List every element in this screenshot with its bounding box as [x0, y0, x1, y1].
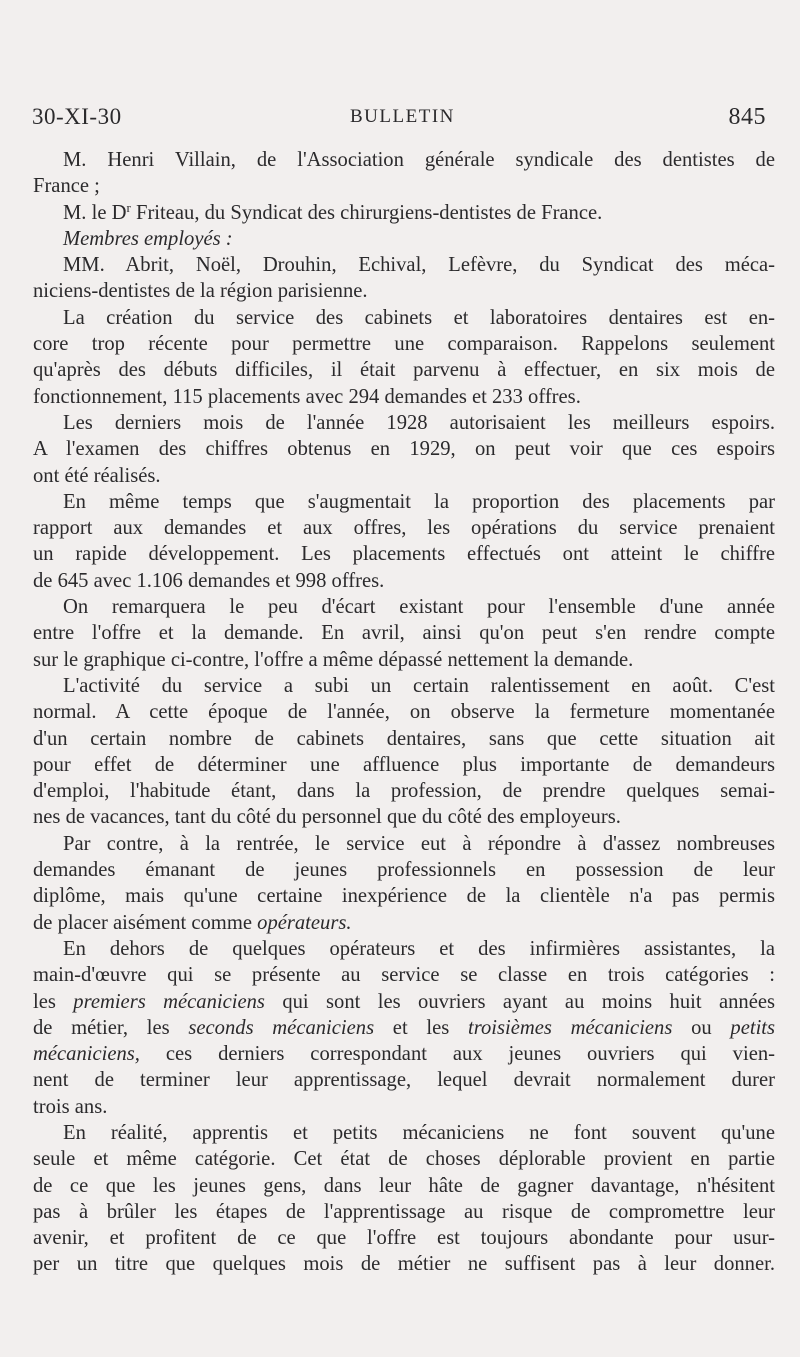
text-line — [33, 1041, 775, 1067]
superscript: r — [126, 199, 131, 215]
text-line: d'un certain nombre de cabinets dentaires, sans que cette situation ait — [33, 727, 775, 750]
text-line: core trop récente pour permettre une comparaison. Rappelons seulement — [33, 333, 775, 356]
text-line — [33, 200, 775, 226]
text-line: Les derniers mois de l'année 1928 autorisaient les meilleurs espoirs. — [63, 411, 775, 434]
text-line: M. Henri Villain, de l'Association générale syndicale des dentistes de — [63, 149, 775, 171]
text-fragment: ou — [672, 1016, 731, 1039]
text-fragment: Friteau, du Syndicat des chirurgiens-dentistes de France. — [130, 201, 603, 224]
italic-term: troisièmes mécaniciens — [467, 1016, 673, 1039]
paragraph — [33, 489, 775, 594]
text-line: qu'après des débuts difficiles, il était parvenu à effectuer, en six mois de — [33, 359, 775, 382]
text-line: nes de vacances, tant du côté du personnel que du côté des employeurs. — [33, 806, 621, 829]
text-line: Par contre, à la rentrée, le service eut à répondre à d'assez nombreuses — [63, 832, 775, 855]
header-date: 30-XI-30 — [32, 104, 122, 129]
paragraph — [33, 410, 775, 489]
text-line: pas à brûler les étapes de l'apprentissage au risque de compromettre leur — [33, 1200, 775, 1223]
body-text — [33, 147, 775, 1278]
text-line: La création du service des cabinets et laboratoires dentaires est en- — [63, 306, 775, 329]
text-line: trois ans. — [33, 1095, 108, 1118]
text-line: per un titre que quelques mois de métier ne suffisent pas à leur donner. — [33, 1253, 775, 1276]
text-line: de ce que les jeunes gens, dans leur hâte de gagner davantage, n'hésitent — [33, 1174, 775, 1197]
text-line: entre l'offre et la demande. En avril, ainsi qu'on peut s'en rendre compte — [33, 622, 775, 645]
text-line: ont été réalisés. — [33, 464, 161, 487]
italic-term: premiers mécaniciens — [73, 990, 265, 1013]
text-fragment: de placer aisément comme — [33, 911, 258, 934]
text-line: d'emploi, l'habitude étant, dans la profession, de prendre quelques semai- — [33, 780, 775, 803]
text-fragment: et les — [374, 1016, 468, 1039]
subheading — [33, 226, 775, 252]
text-fragment: ces derniers correspondant aux jeunes ouvriers qui vien- — [139, 1043, 775, 1066]
italic-term: seconds mécaniciens — [188, 1016, 375, 1039]
paragraph — [33, 936, 775, 1120]
paragraph — [33, 673, 775, 831]
text-line: rapport aux demandes et aux offres, les opérations du service prenaient — [33, 517, 775, 540]
text-line: demandes émanant de jeunes professionnels en possession de leur — [33, 859, 775, 882]
italic-term: mécaniciens, — [33, 1043, 140, 1066]
text-line: nent de terminer leur apprentissage, lequel devrait normalement durer — [33, 1069, 775, 1092]
member-list — [33, 147, 775, 305]
text-fragment: qui sont les ouvriers ayant au moins huit années — [264, 990, 775, 1013]
running-header — [32, 104, 766, 134]
paragraph — [33, 305, 775, 410]
text-line: pour effet de déterminer une affluence plus importante de demandeurs — [33, 753, 775, 776]
text-line: France ; — [33, 175, 100, 198]
text-line: On remarquera le peu d'écart existant pour l'ensemble d'une année — [63, 596, 775, 619]
text-line: A l'examen des chiffres obtenus en 1929, on peut voir que ces espoirs — [33, 438, 775, 461]
text-fragment: M. le D — [63, 201, 127, 224]
text-line: main-d'œuvre qui se présente au service se classe en trois catégories : — [33, 964, 775, 987]
text-line: sur le graphique ci-contre, l'offre a même dépassé nettement la demande. — [33, 648, 634, 671]
header-title: BULLETIN — [350, 106, 455, 127]
text-line: niciens-dentistes de la région parisienne. — [33, 280, 368, 303]
italic-term: petits — [730, 1016, 776, 1039]
text-line — [33, 989, 775, 1015]
text-line: MM. Abrit, Noël, Drouhin, Echival, Lefèvre, du Syndicat des méca- — [63, 254, 775, 277]
paragraph — [33, 1120, 775, 1278]
text-line: fonctionnement, 115 placements avec 294 demandes et 233 offres. — [33, 385, 581, 408]
paragraph — [33, 831, 775, 936]
text-line: avenir, et profitent de ce que l'offre est toujours abondante pour usur- — [33, 1227, 775, 1250]
text-line — [33, 910, 775, 936]
text-fragment: les — [33, 990, 74, 1013]
text-line: En réalité, apprentis et petits mécaniciens ne font souvent qu'une — [63, 1121, 775, 1144]
text-line: seule et même catégorie. Cet état de choses déplorable provient en partie — [33, 1148, 775, 1171]
text-line: En même temps que s'augmentait la proportion des placements par — [63, 490, 775, 513]
text-line: diplôme, mais qu'une certaine inexpérience de la clientèle n'a pas permis — [33, 885, 775, 908]
text-line: de 645 avec 1.106 demandes et 998 offres. — [33, 569, 385, 592]
italic-term: opérateurs. — [257, 911, 352, 934]
text-line: L'activité du service a subi un certain ralentissement en août. C'est — [63, 674, 775, 697]
text-fragment: de métier, les — [33, 1016, 189, 1039]
text-line: En dehors de quelques opérateurs et des infirmières assistantes, la — [63, 937, 775, 960]
subheading-text: Membres employés : — [63, 227, 233, 250]
text-line: normal. A cette époque de l'année, on observe la fermeture momentanée — [33, 701, 775, 724]
text-line: un rapide développement. Les placements effectués ont atteint le chiffre — [33, 543, 775, 566]
page-number: 845 — [728, 104, 766, 130]
text-line — [33, 1015, 775, 1041]
paragraph — [33, 594, 775, 673]
